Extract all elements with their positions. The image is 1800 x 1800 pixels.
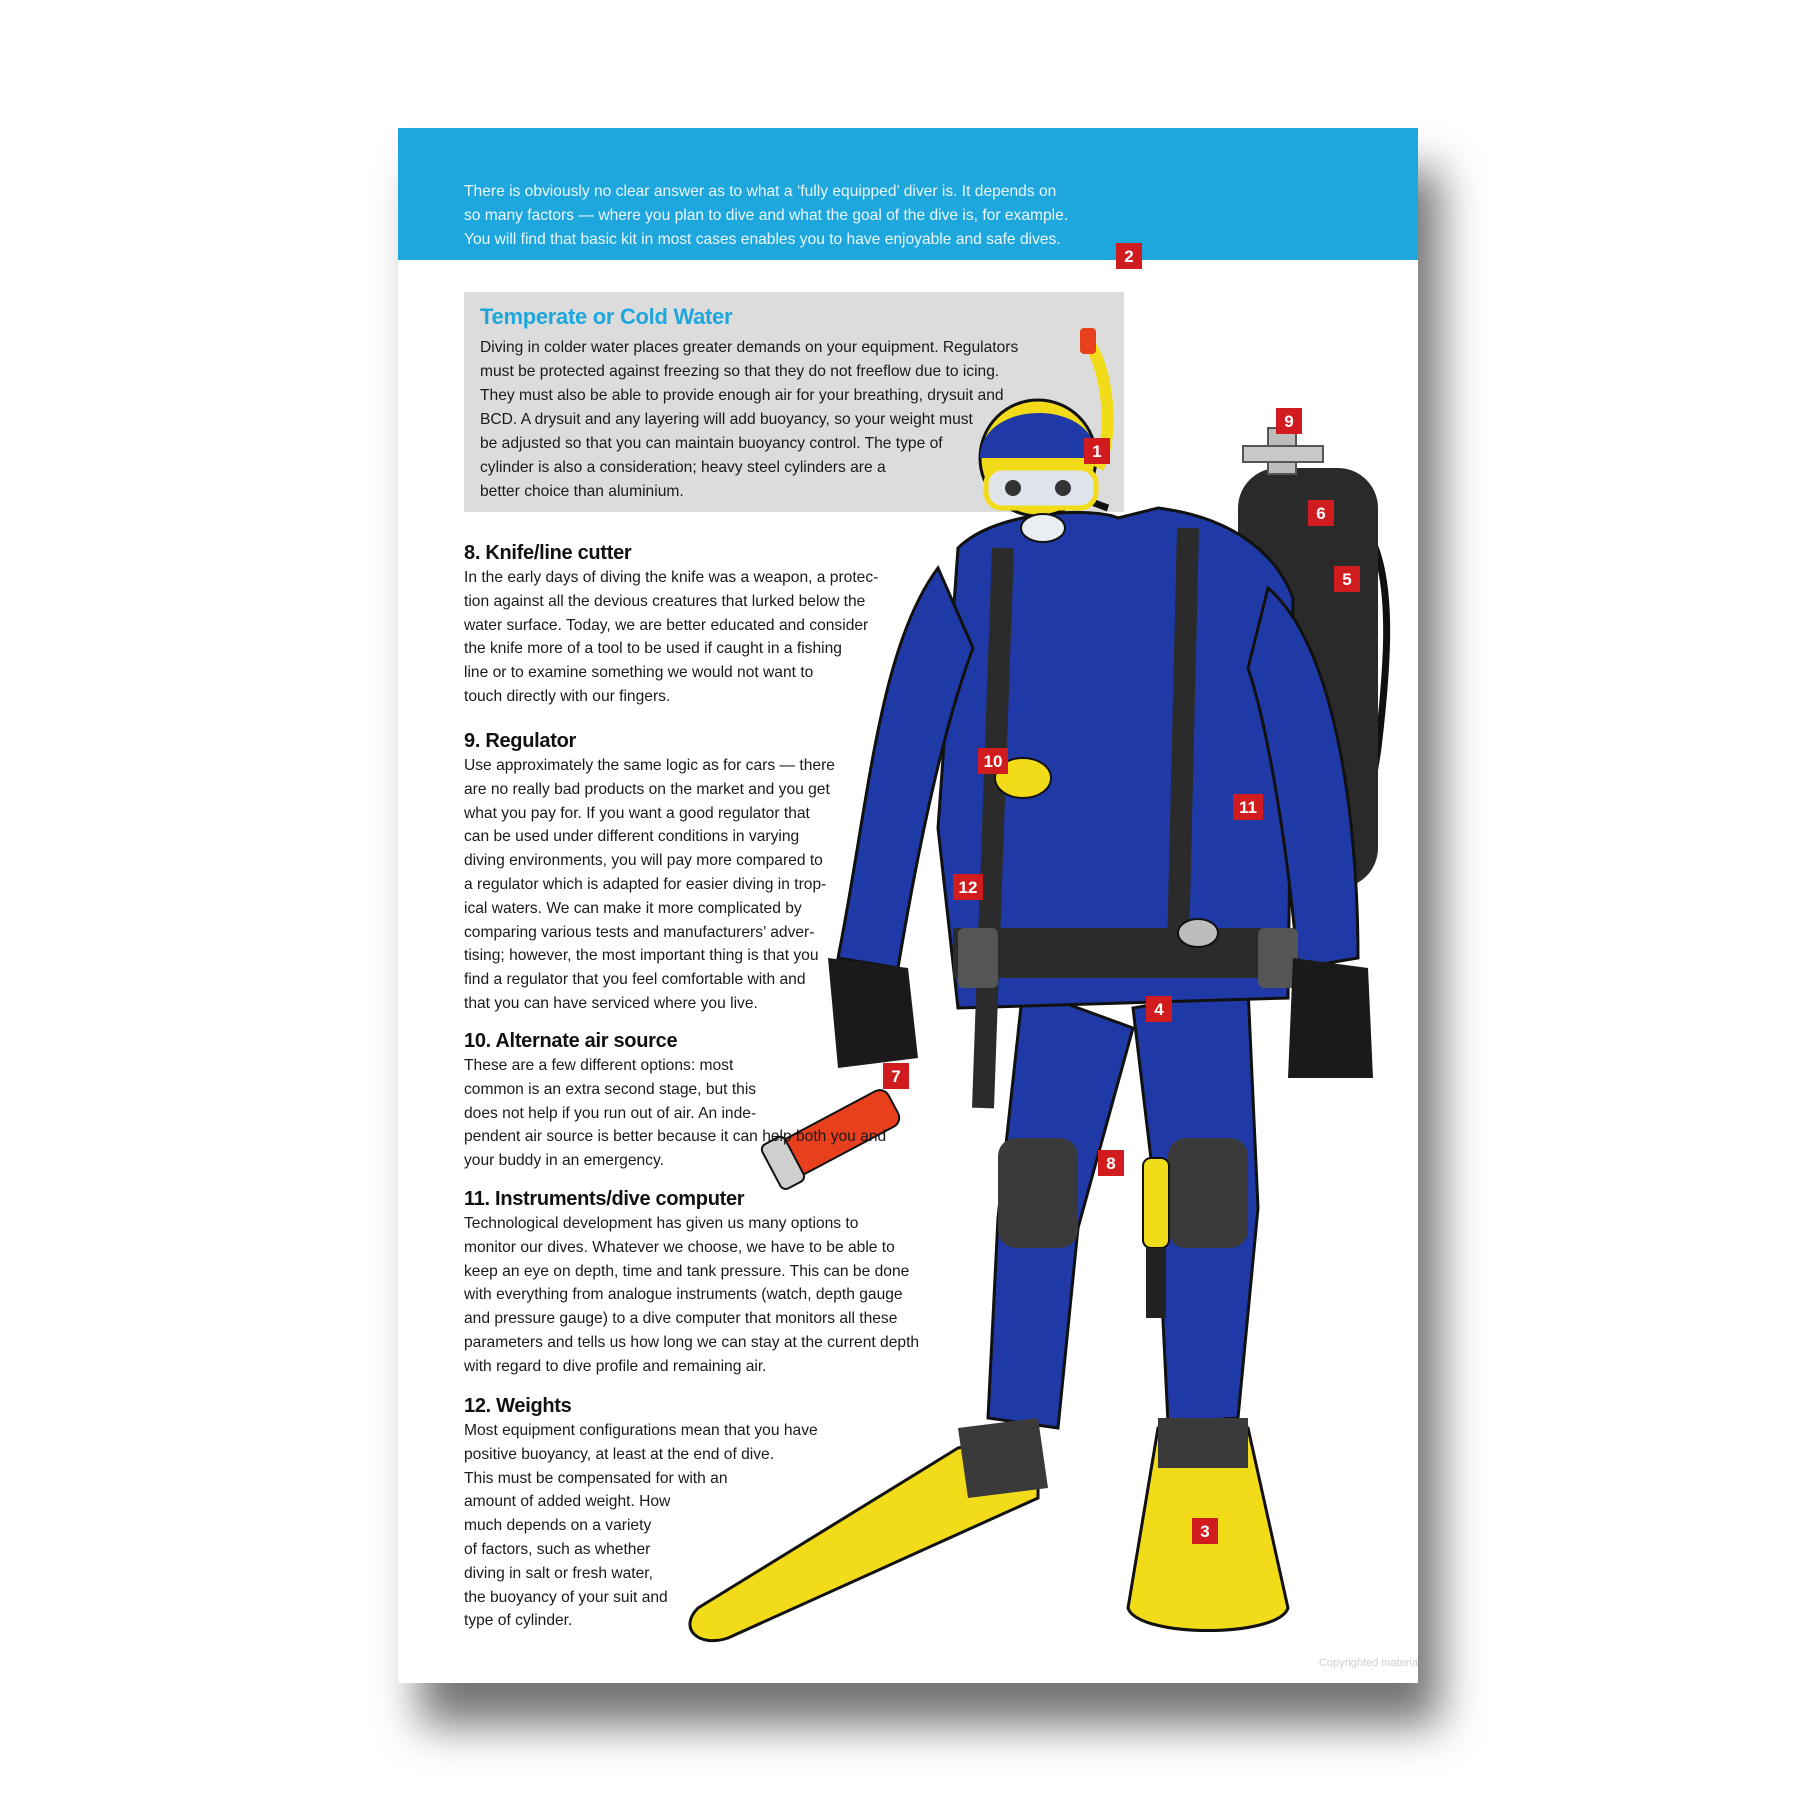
right-boot — [958, 1418, 1048, 1498]
section-line: Technological development has given us many options to — [464, 1215, 859, 1232]
left-boot — [1158, 1418, 1248, 1468]
section-heading: 12. Weights — [464, 1395, 572, 1417]
section-line: your buddy in an emergency. — [464, 1152, 664, 1170]
watermark: Copyrighted materia — [1318, 1657, 1418, 1669]
callout-line: must be protected against freezing so that they do not freeflow due to icing. — [480, 363, 1000, 380]
badge-label: 9 — [1284, 412, 1294, 431]
section-line: find a regulator that you feel comfortable with and — [464, 971, 806, 989]
section-heading: 11. Instruments/dive computer — [464, 1188, 745, 1210]
badge-label: 6 — [1316, 504, 1326, 523]
section-weights — [464, 1393, 818, 1633]
badge-3 — [1192, 1518, 1218, 1544]
section-heading: 8. Knife/line cutter — [464, 542, 632, 564]
callout-title: Temperate or Cold Water — [480, 304, 733, 329]
section-line: type of cylinder. — [464, 1612, 573, 1630]
section-line: pendent air source is better because it can help both you and — [464, 1128, 887, 1146]
weight-belt — [953, 928, 1293, 978]
knife-sheath — [1146, 1248, 1166, 1318]
badge-label: 8 — [1106, 1154, 1116, 1173]
badge-label: 3 — [1200, 1522, 1210, 1541]
section-line: line or to examine something we would not want to — [464, 664, 814, 682]
section-line: what you pay for. If you want a good regulator that — [464, 804, 810, 822]
book-page — [398, 128, 1418, 1683]
badge-7 — [883, 1063, 909, 1089]
section-instruments — [464, 1186, 919, 1379]
section-line: diving environments, you will pay more compared to — [464, 852, 823, 870]
section-heading: 9. Regulator — [464, 730, 576, 752]
weight-pocket — [1258, 928, 1298, 988]
left-glove — [1288, 958, 1373, 1078]
mask — [986, 468, 1096, 508]
snorkel-tip — [1080, 328, 1096, 354]
section-regulator — [464, 728, 835, 1016]
section-line: with regard to dive profile and remaining air. — [464, 1357, 767, 1375]
badge-11 — [1233, 794, 1263, 820]
section-line: monitor our dives. Whatever we choose, we have to be able to — [464, 1238, 895, 1256]
badge-label: 12 — [958, 878, 978, 897]
section-line: tion against all the devious creatures that lurked below the — [464, 592, 866, 610]
eye — [1055, 480, 1071, 496]
section-heading: 10. Alternate air source — [464, 1030, 678, 1052]
badge-4 — [1146, 996, 1172, 1022]
callout-line: They must also be able to provide enough air for your breathing, drysuit and — [480, 387, 1004, 404]
badge-8 — [1098, 1150, 1124, 1176]
section-knife — [464, 540, 878, 709]
section-line: can be used under different conditions in varying — [464, 828, 800, 846]
eye — [1005, 480, 1021, 496]
section-line: the knife more of a tool to be used if caught in a fishing — [464, 640, 842, 658]
section-line: keep an eye on depth, time and tank pressure. This can be done — [464, 1262, 910, 1280]
badge-label: 1 — [1092, 442, 1102, 461]
section-line: This must be compensated for with an — [464, 1469, 728, 1487]
section-line: common is an extra second stage, but this — [464, 1080, 757, 1098]
section-line: a regulator which is adapted for easier diving in trop- — [464, 875, 827, 893]
intro-line: You will find that basic kit in most cases enables you to have enjoyable and safe dives. — [464, 231, 1061, 248]
first-stage — [1243, 446, 1323, 462]
badge-6 — [1308, 500, 1334, 526]
badge-label: 2 — [1124, 247, 1134, 266]
section-line: of factors, such as whether — [464, 1540, 651, 1558]
callout-line: BCD. A drysuit and any layering will add buoyancy, so your weight must — [480, 411, 973, 428]
intro-line: so many factors — where you plan to dive and what the goal of the dive is, for example. — [464, 207, 1069, 224]
intro-line: There is obviously no clear answer as to what a ‘fully equipped’ diver is. It depends on — [464, 183, 1057, 200]
weight-pocket — [958, 928, 998, 988]
badge-10 — [978, 748, 1008, 774]
regulator-mouthpiece — [1021, 514, 1065, 542]
harness-strap — [1178, 528, 1188, 948]
badge-label: 4 — [1154, 1000, 1164, 1019]
section-line: These are a few different options: most — [464, 1057, 734, 1074]
badge-1 — [1084, 438, 1110, 464]
section-line: touch directly with our fingers. — [464, 687, 671, 705]
knee-pad — [998, 1138, 1078, 1248]
knife — [1143, 1158, 1169, 1248]
section-line: much depends on a variety — [464, 1517, 652, 1535]
section-line: Most equipment configurations mean that you have — [464, 1422, 818, 1439]
section-line: tising; however, the most important thing is that you — [464, 947, 819, 965]
badge-label: 10 — [983, 752, 1003, 771]
section-line: does not help if you run out of air. An inde- — [464, 1104, 757, 1122]
section-line: are no really bad products on the market and you get — [464, 780, 830, 798]
section-line: diving in salt or fresh water, — [464, 1564, 653, 1582]
section-line: the buoyancy of your suit and — [464, 1588, 668, 1606]
section-line: amount of added weight. How — [464, 1493, 671, 1511]
callout-line: cylinder is also a consideration; heavy steel cylinders are a — [480, 459, 886, 476]
section-line: water surface. Today, we are better educated and consider — [464, 616, 869, 634]
section-line: Use approximately the same logic as for cars — there — [464, 757, 835, 774]
knee-pad — [1168, 1138, 1248, 1248]
section-line: with everything from analogue instruments (watch, depth gauge — [464, 1286, 903, 1304]
badge-5 — [1334, 566, 1360, 592]
section-line: In the early days of diving the knife was a weapon, a protec- — [464, 569, 879, 586]
gauge-console — [1178, 919, 1218, 947]
badge-label: 11 — [1239, 798, 1257, 817]
callout-line: Diving in colder water places greater demands on your equipment. Regulators — [480, 339, 1019, 356]
section-line: that you can have serviced where you live. — [464, 994, 758, 1012]
section-line: ical waters. We can make it more complicated by — [464, 899, 802, 917]
section-line: parameters and tells us how long we can stay at the current depth — [464, 1333, 920, 1351]
badge-label: 7 — [891, 1067, 901, 1086]
callout-line: better choice than aluminium. — [480, 483, 684, 500]
badge-2 — [1116, 243, 1142, 269]
section-line: comparing various tests and manufacturers’ adver- — [464, 923, 815, 941]
section-alternate-air — [464, 1028, 886, 1173]
badge-label: 5 — [1342, 570, 1352, 589]
section-line: and pressure gauge) to a dive computer that monitors all these — [464, 1310, 898, 1328]
section-line: positive buoyancy, at least at the end of dive. — [464, 1445, 775, 1463]
callout-line: be adjusted so that you can maintain buoyancy control. The type of — [480, 435, 943, 452]
badge-12 — [953, 874, 983, 900]
badge-9 — [1276, 408, 1302, 434]
